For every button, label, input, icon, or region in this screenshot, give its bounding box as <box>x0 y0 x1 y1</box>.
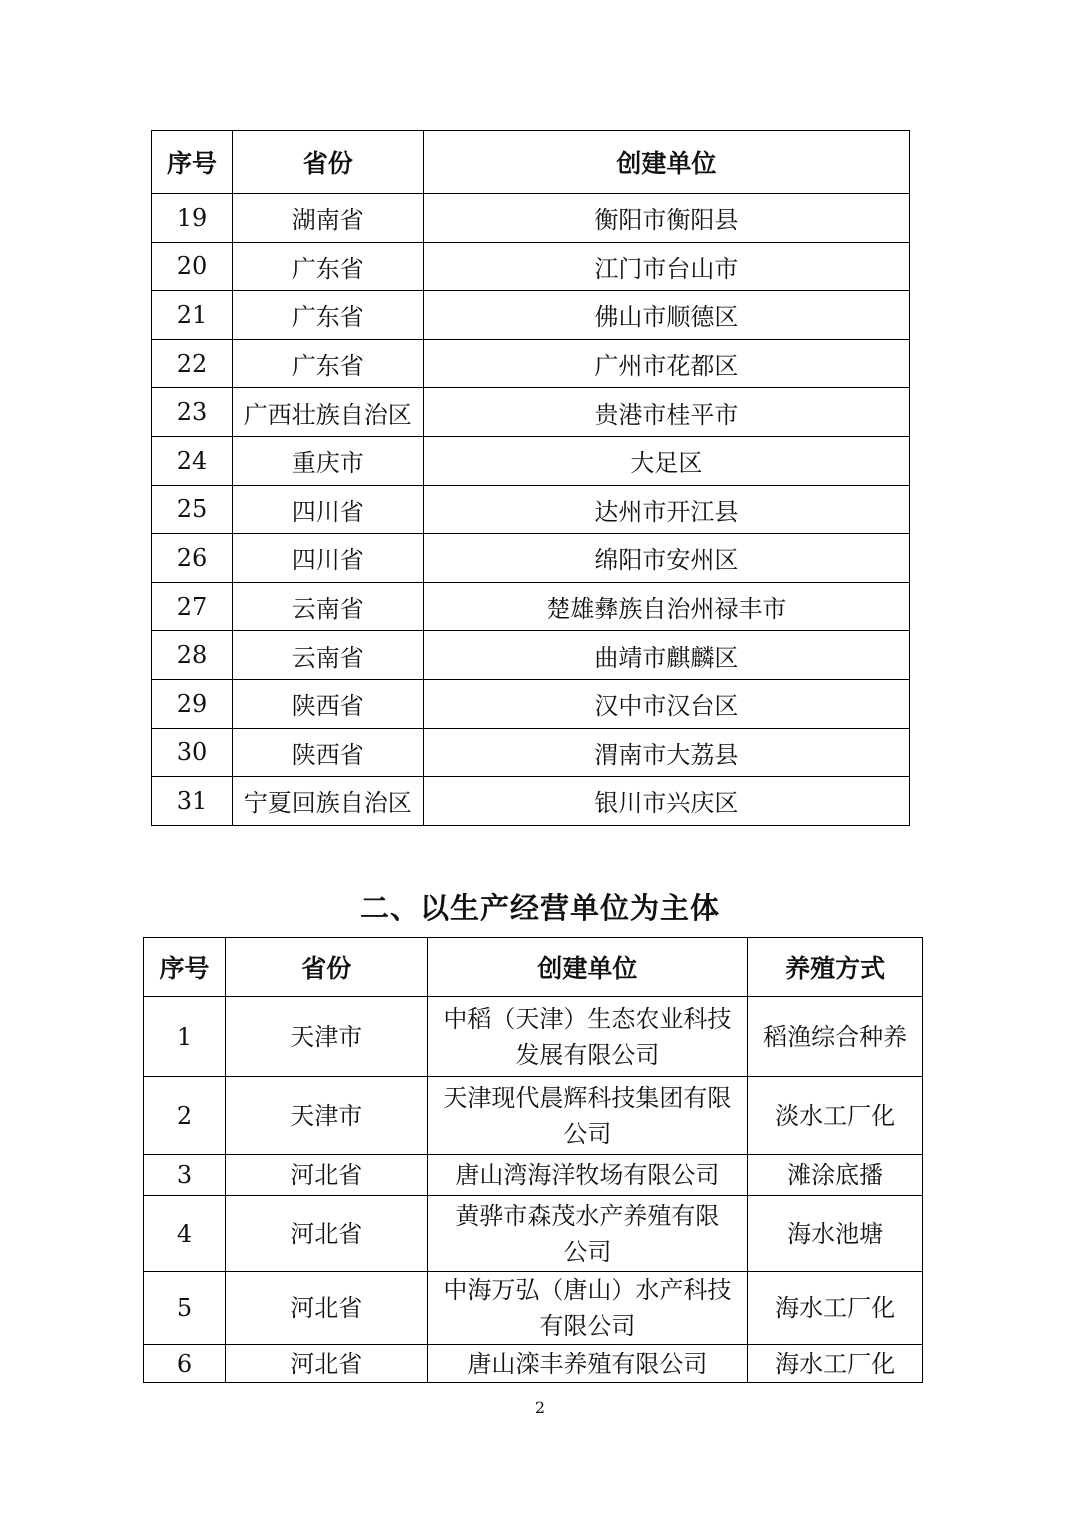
header-province: 省份 <box>225 938 427 997</box>
cell-unit: 曲靖市麒麟区 <box>423 631 909 680</box>
cell-farming-method: 海水工厂化 <box>748 1345 923 1383</box>
table-row <box>152 436 910 485</box>
table-row <box>152 728 910 777</box>
cell-province: 广东省 <box>232 339 423 388</box>
header-unit: 创建单位 <box>427 938 748 997</box>
cell-province: 天津市 <box>225 997 427 1077</box>
cell-index: 5 <box>144 1272 226 1345</box>
cell-province: 陕西省 <box>232 679 423 728</box>
enterprise-unit-table <box>143 937 923 1383</box>
cell-index: 2 <box>144 1077 226 1155</box>
table-row <box>152 631 910 680</box>
table-header-row <box>144 938 923 997</box>
cell-unit: 达州市开江县 <box>423 485 909 534</box>
cell-unit: 楚雄彝族自治州禄丰市 <box>423 582 909 631</box>
header-farming-method: 养殖方式 <box>748 938 923 997</box>
cell-unit: 江门市台山市 <box>423 242 909 291</box>
table-row <box>152 194 910 243</box>
cell-unit: 中海万弘（唐山）水产科技有限公司 <box>427 1272 748 1345</box>
cell-index: 27 <box>152 582 233 631</box>
cell-index: 28 <box>152 631 233 680</box>
cell-unit: 贵港市桂平市 <box>423 388 909 437</box>
county-unit-table <box>151 130 910 826</box>
cell-index: 3 <box>144 1155 226 1196</box>
cell-unit: 渭南市大荔县 <box>423 728 909 777</box>
cell-province: 重庆市 <box>232 436 423 485</box>
table-row <box>152 777 910 826</box>
cell-unit: 广州市花都区 <box>423 339 909 388</box>
cell-province: 天津市 <box>225 1077 427 1155</box>
cell-index: 26 <box>152 534 233 583</box>
cell-province: 宁夏回族自治区 <box>232 777 423 826</box>
table-row <box>152 485 910 534</box>
cell-unit: 绵阳市安州区 <box>423 534 909 583</box>
cell-farming-method: 淡水工厂化 <box>748 1077 923 1155</box>
cell-farming-method: 稻渔综合种养 <box>748 997 923 1077</box>
table-row <box>152 291 910 340</box>
header-province: 省份 <box>232 131 423 194</box>
table-row <box>144 1077 923 1155</box>
cell-province: 云南省 <box>232 631 423 680</box>
header-unit: 创建单位 <box>423 131 909 194</box>
cell-unit: 汉中市汉台区 <box>423 679 909 728</box>
table-row <box>152 242 910 291</box>
cell-unit: 中稻（天津）生态农业科技发展有限公司 <box>427 997 748 1077</box>
cell-index: 21 <box>152 291 233 340</box>
cell-unit: 天津现代晨辉科技集团有限公司 <box>427 1077 748 1155</box>
cell-index: 6 <box>144 1345 226 1383</box>
cell-province: 云南省 <box>232 582 423 631</box>
cell-unit: 佛山市顺德区 <box>423 291 909 340</box>
cell-unit: 银川市兴庆区 <box>423 777 909 826</box>
cell-province: 河北省 <box>225 1272 427 1345</box>
header-index: 序号 <box>152 131 233 194</box>
cell-unit: 衡阳市衡阳县 <box>423 194 909 243</box>
header-index: 序号 <box>144 938 226 997</box>
table-row <box>152 388 910 437</box>
cell-farming-method: 滩涂底播 <box>748 1155 923 1196</box>
table-row <box>152 534 910 583</box>
table-row <box>144 1155 923 1196</box>
cell-province: 四川省 <box>232 485 423 534</box>
cell-index: 19 <box>152 194 233 243</box>
table-row <box>144 997 923 1077</box>
cell-province: 河北省 <box>225 1155 427 1196</box>
cell-unit: 黄骅市森茂水产养殖有限公司 <box>427 1196 748 1272</box>
cell-farming-method: 海水工厂化 <box>748 1272 923 1345</box>
cell-province: 广东省 <box>232 242 423 291</box>
cell-province: 广东省 <box>232 291 423 340</box>
cell-province: 河北省 <box>225 1196 427 1272</box>
table-row <box>152 582 910 631</box>
cell-unit: 唐山滦丰养殖有限公司 <box>427 1345 748 1383</box>
cell-province: 广西壮族自治区 <box>232 388 423 437</box>
cell-index: 1 <box>144 997 226 1077</box>
cell-province: 河北省 <box>225 1345 427 1383</box>
table-row <box>152 679 910 728</box>
cell-province: 陕西省 <box>232 728 423 777</box>
cell-index: 30 <box>152 728 233 777</box>
cell-unit: 大足区 <box>423 436 909 485</box>
table-header-row <box>152 131 910 194</box>
table-row <box>144 1345 923 1383</box>
cell-unit: 唐山湾海洋牧场有限公司 <box>427 1155 748 1196</box>
table-row <box>144 1196 923 1272</box>
cell-index: 4 <box>144 1196 226 1272</box>
table-row <box>152 339 910 388</box>
cell-index: 24 <box>152 436 233 485</box>
cell-index: 25 <box>152 485 233 534</box>
cell-index: 29 <box>152 679 233 728</box>
table-row <box>144 1272 923 1345</box>
cell-index: 23 <box>152 388 233 437</box>
cell-index: 31 <box>152 777 233 826</box>
cell-province: 四川省 <box>232 534 423 583</box>
cell-province: 湖南省 <box>232 194 423 243</box>
cell-farming-method: 海水池塘 <box>748 1196 923 1272</box>
cell-index: 20 <box>152 242 233 291</box>
cell-index: 22 <box>152 339 233 388</box>
page-number: 2 <box>534 1398 546 1417</box>
section-title: 二、以生产经营单位为主体 <box>359 891 720 925</box>
